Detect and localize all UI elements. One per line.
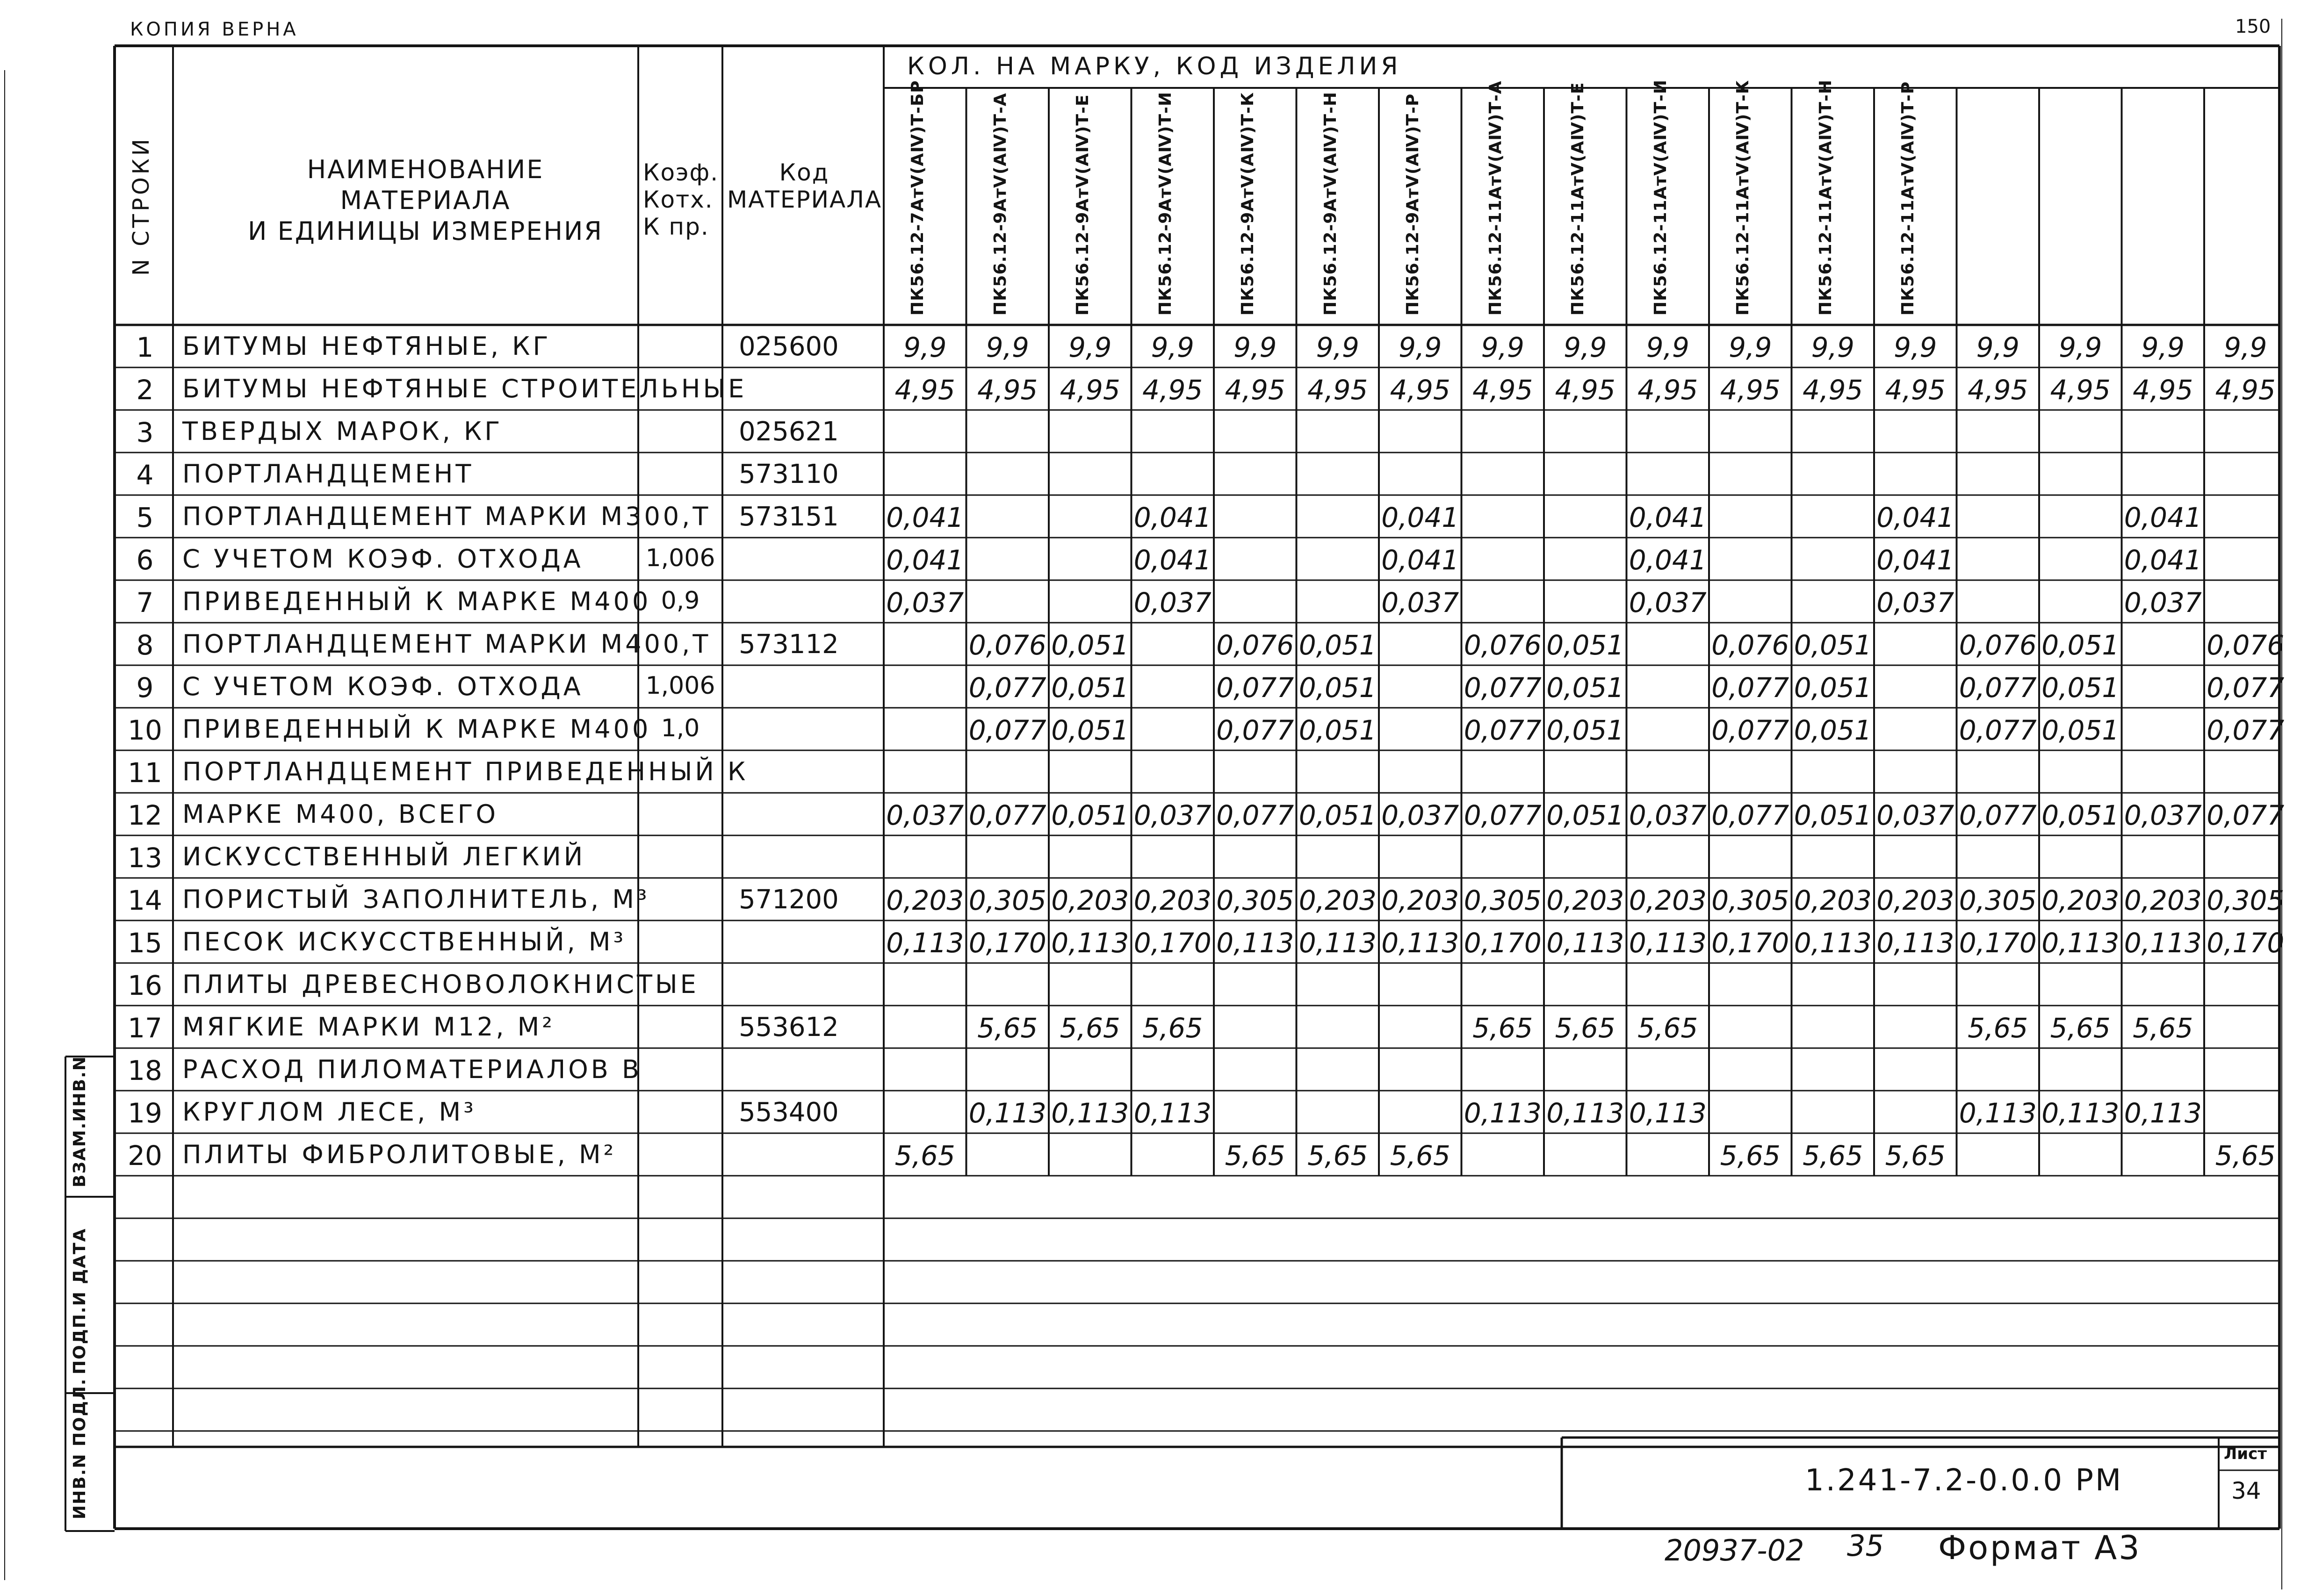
quantity-cell: 0,305	[968, 884, 1046, 916]
quantity-cell: 0,077	[1711, 714, 1789, 746]
coefficient-value: 0,9	[661, 587, 700, 615]
quantity-cell: 0,037	[2124, 587, 2202, 618]
product-code-header: ПК56.12-9АтⅤ(АⅣ)Т-И	[1155, 92, 1175, 316]
row-number: 13	[128, 842, 162, 874]
quantity-cell: 4,95	[1968, 374, 2028, 406]
material-name: КРУГЛОМ ЛЕСЕ, М³	[182, 1097, 476, 1127]
quantity-cell: 0,051	[1298, 799, 1377, 831]
header-material-code: Код МАТЕРИАЛА	[727, 159, 882, 213]
material-code: 573112	[739, 629, 839, 660]
quantity-cell: 0,051	[1051, 629, 1129, 661]
quantity-cell: 0,113	[886, 927, 964, 959]
quantity-cell: 0,113	[1216, 927, 1294, 959]
quantity-cell: 0,041	[2124, 502, 2202, 533]
product-code-header: ПК56.12-11АтⅤ(АⅣ)Т-Н	[1816, 79, 1835, 316]
quantity-cell: 0,203	[2041, 884, 2120, 916]
material-name: ПОРИСТЫЙ ЗАПОЛНИТЕЛЬ, М³	[182, 884, 650, 914]
quantity-cell: 4,95	[1637, 374, 1698, 406]
quantity-cell: 5,65	[1637, 1012, 1698, 1044]
quantity-cell: 0,037	[1629, 799, 1707, 831]
material-name: ПЛИТЫ ДРЕВЕСНОВОЛОКНИСТЫЕ	[182, 970, 699, 999]
quantity-cell: 0,203	[2124, 884, 2202, 916]
quantity-cell: 0,051	[2041, 672, 2120, 704]
quantity-cell: 0,076	[2207, 629, 2285, 661]
quantity-cell: 0,170	[2207, 927, 2285, 959]
quantity-cell: 0,305	[1959, 884, 2037, 916]
quantity-cell: 0,113	[968, 1097, 1046, 1129]
material-name: БИТУМЫ НЕФТЯНЫЕ, КГ	[182, 331, 551, 361]
quantity-cell: 0,113	[2124, 1097, 2202, 1129]
page-number: 35	[1847, 1529, 1884, 1563]
quantity-cell: 5,65	[1472, 1012, 1533, 1044]
quantity-cell: 5,65	[2215, 1140, 2276, 1172]
material-code: 025600	[739, 331, 839, 362]
quantity-cell: 0,037	[1381, 587, 1459, 618]
quantity-cell: 0,076	[1216, 629, 1294, 661]
quantity-cell: 0,113	[1794, 927, 1872, 959]
quantity-cell: 5,65	[1885, 1140, 1946, 1172]
quantity-cell: 0,041	[1381, 544, 1459, 576]
quantity-cell: 0,113	[1629, 1097, 1707, 1129]
quantity-cell: 0,203	[1876, 884, 1954, 916]
format-label: Формат А3	[1938, 1529, 2142, 1567]
material-name: С УЧЕТОМ КОЭФ. ОТХОДА	[182, 544, 584, 574]
quantity-cell: 0,041	[1629, 502, 1707, 533]
quantity-cell: 0,077	[1959, 714, 2037, 746]
quantity-cell: 0,041	[886, 502, 964, 533]
quantity-cell: 0,041	[1629, 544, 1707, 576]
quantity-cell: 0,170	[968, 927, 1046, 959]
coefficient-value: 1,006	[645, 544, 715, 572]
quantity-cell: 0,305	[2207, 884, 2285, 916]
quantity-cell: 0,077	[1959, 799, 2037, 831]
row-number: 11	[128, 757, 162, 789]
row-number: 2	[136, 374, 154, 406]
row-number: 6	[136, 544, 154, 576]
quantity-cell: 4,95	[1390, 374, 1450, 406]
product-code-header: ПК56.12-9АтⅤ(АⅣ)Т-Е	[1073, 94, 1092, 316]
quantity-cell: 4,95	[2050, 374, 2111, 406]
quantity-cell: 0,203	[1298, 884, 1377, 916]
quantity-cell: 9,9	[1233, 331, 1277, 363]
quantity-cell: 0,051	[2041, 714, 2120, 746]
material-name: МЯГКИЕ МАРКИ М12, М²	[182, 1012, 555, 1042]
material-name: ПОРТЛАНДЦЕМЕНТ ПРИВЕДЕННЫЙ К	[182, 757, 749, 786]
material-name: БИТУМЫ НЕФТЯНЫЕ СТРОИТЕЛЬНЫЕ	[182, 374, 747, 403]
quantity-cell: 0,077	[1216, 799, 1294, 831]
quantity-cell: 0,203	[1133, 884, 1212, 916]
row-number: 19	[128, 1097, 162, 1129]
quantity-cell: 4,95	[977, 374, 1038, 406]
quantity-cell: 0,113	[2041, 927, 2120, 959]
material-code: 025621	[739, 417, 839, 447]
quantity-cell: 0,113	[1464, 1097, 1542, 1129]
material-name: ПОРТЛАНДЦЕМЕНТ МАРКИ М400,Т	[182, 629, 711, 659]
material-code: 573151	[739, 502, 839, 532]
quantity-cell: 5,65	[977, 1012, 1038, 1044]
quantity-cell: 0,051	[2041, 629, 2120, 661]
quantity-cell: 0,041	[1876, 544, 1954, 576]
header-row-number	[119, 122, 166, 299]
material-name: ПРИВЕДЕННЫЙ К МАРКЕ М400	[182, 587, 651, 616]
row-number: 16	[128, 970, 162, 1001]
quantity-cell: 0,170	[1959, 927, 2037, 959]
quantity-cell: 5,65	[1142, 1012, 1203, 1044]
quantity-cell: 0,113	[1546, 1097, 1624, 1129]
inventory-number: 20937-02	[1665, 1533, 1804, 1567]
quantity-cell: 9,9	[1729, 331, 1772, 363]
material-name: ПЛИТЫ ФИБРОЛИТОВЫЕ, М²	[182, 1140, 617, 1169]
quantity-cell: 0,077	[1959, 672, 2037, 704]
row-number: 7	[136, 587, 154, 618]
quantity-cell: 4,95	[1803, 374, 1863, 406]
row-number: 15	[128, 927, 162, 959]
quantity-cell: 0,051	[1546, 672, 1624, 704]
product-code-header: ПК56.12-11АтⅤ(АⅣ)Т-К	[1733, 79, 1752, 316]
quantity-cell: 0,077	[1464, 672, 1542, 704]
material-code: 553612	[739, 1012, 839, 1042]
quantity-cell: 4,95	[1225, 374, 1285, 406]
quantity-cell: 0,113	[1051, 927, 1129, 959]
quantity-cell: 4,95	[1720, 374, 1781, 406]
quantity-cell: 9,9	[1481, 331, 1524, 363]
quantity-cell: 0,113	[1629, 927, 1707, 959]
sheet-number: 34	[2231, 1477, 2261, 1504]
quantity-cell: 0,051	[1546, 799, 1624, 831]
quantity-cell: 0,305	[1464, 884, 1542, 916]
quantity-cell: 0,077	[2207, 799, 2285, 831]
quantity-cell: 0,113	[1298, 927, 1377, 959]
quantity-cell: 4,95	[894, 374, 955, 406]
quantity-cell: 9,9	[1068, 331, 1112, 363]
quantity-cell: 0,041	[2124, 544, 2202, 576]
quantity-cell: 0,037	[886, 587, 964, 618]
material-code: 553400	[739, 1097, 839, 1128]
quantity-cell: 0,051	[1051, 799, 1129, 831]
product-code-header: ПК56.12-9АтⅤ(АⅣ)Т-К	[1238, 92, 1257, 316]
coefficient-value: 1,0	[661, 714, 700, 742]
product-code-header: ПК56.12-11АтⅤ(АⅣ)Т-Е	[1568, 82, 1587, 316]
quantity-cell: 0,051	[1794, 714, 1872, 746]
quantity-cell: 0,051	[1298, 714, 1377, 746]
quantity-cell: 9,9	[1399, 331, 1442, 363]
material-name: ИСКУССТВЕННЫЙ ЛЕГКИЙ	[182, 842, 586, 871]
quantity-cell: 5,65	[1968, 1012, 2028, 1044]
quantity-cell: 0,203	[1381, 884, 1459, 916]
product-code-header: ПК56.12-11АтⅤ(АⅣ)Т-Р	[1898, 81, 1918, 316]
coefficient-value: 1,006	[645, 672, 715, 700]
row-number: 4	[136, 459, 154, 491]
quantity-cell: 5,65	[2133, 1012, 2193, 1044]
quantity-cell: 0,113	[1546, 927, 1624, 959]
quantity-cell: 0,051	[2041, 799, 2120, 831]
quantity-cell: 0,113	[1133, 1097, 1212, 1129]
product-code-header: ПК56.12-9АтⅤ(АⅣ)Т-Р	[1403, 93, 1422, 316]
quantity-cell: 5,65	[1390, 1140, 1450, 1172]
quantity-cell: 9,9	[1976, 331, 2019, 363]
quantity-cell: 0,113	[1959, 1097, 2037, 1129]
quantity-cell: 4,95	[1472, 374, 1533, 406]
quantity-cell: 0,203	[886, 884, 964, 916]
quantity-cell: 4,95	[1885, 374, 1946, 406]
quantity-cell: 0,077	[2207, 714, 2285, 746]
side-stamp-inv-podl: ИНВ.N ПОДЛ.	[70, 1378, 89, 1519]
sheet-corner-number: 150	[2235, 16, 2271, 37]
quantity-cell: 0,051	[1794, 629, 1872, 661]
quantity-cell: 5,65	[1803, 1140, 1863, 1172]
quantity-cell: 0,051	[1794, 799, 1872, 831]
quantity-cell: 0,051	[1298, 629, 1377, 661]
row-number: 17	[128, 1012, 162, 1044]
quantity-cell: 0,037	[1876, 799, 1954, 831]
quantity-cell: 0,041	[886, 544, 964, 576]
material-name: ПОРТЛАНДЦЕМЕНТ МАРКИ М300,Т	[182, 502, 711, 531]
header-product-group: КОЛ. НА МАРКУ, КОД ИЗДЕЛИЯ	[907, 52, 1402, 80]
quantity-cell: 0,076	[1959, 629, 2037, 661]
quantity-cell: 0,051	[1546, 629, 1624, 661]
row-number: 14	[128, 884, 162, 916]
quantity-cell: 0,077	[1464, 714, 1542, 746]
quantity-cell: 0,041	[1876, 502, 1954, 533]
quantity-cell: 0,113	[1876, 927, 1954, 959]
quantity-cell: 5,65	[1307, 1140, 1368, 1172]
quantity-cell: 0,113	[1381, 927, 1459, 959]
quantity-cell: 5,65	[2050, 1012, 2111, 1044]
quantity-cell: 0,077	[968, 714, 1046, 746]
quantity-cell: 0,077	[1711, 672, 1789, 704]
quantity-cell: 0,076	[1464, 629, 1542, 661]
quantity-cell: 5,65	[1555, 1012, 1615, 1044]
quantity-cell: 0,077	[1216, 672, 1294, 704]
quantity-cell: 9,9	[2141, 331, 2185, 363]
row-number: 10	[128, 714, 162, 746]
material-name: ПРИВЕДЕННЫЙ К МАРКЕ М400	[182, 714, 651, 744]
quantity-cell: 0,113	[1051, 1097, 1129, 1129]
quantity-cell: 9,9	[1894, 331, 1937, 363]
header-row-number-text: N СТРОКИ	[128, 136, 154, 276]
quantity-cell: 9,9	[1151, 331, 1194, 363]
header-material-name: НАИМЕНОВАНИЕ МАТЕРИАЛА И ЕДИНИЦЫ ИЗМЕРЕНИЯ	[248, 155, 603, 246]
row-number: 3	[136, 417, 154, 448]
quantity-cell: 9,9	[2059, 331, 2102, 363]
row-number: 18	[128, 1055, 162, 1086]
quantity-cell: 5,65	[894, 1140, 955, 1172]
quantity-cell: 9,9	[2224, 331, 2267, 363]
quantity-cell: 5,65	[1720, 1140, 1781, 1172]
row-number: 9	[136, 672, 154, 704]
quantity-cell: 0,076	[968, 629, 1046, 661]
quantity-cell: 0,170	[1711, 927, 1789, 959]
product-code-header: ПК56.12-7АтⅤ(АⅣ)Т-БР	[908, 80, 927, 316]
quantity-cell: 0,203	[1629, 884, 1707, 916]
material-name: РАСХОД ПИЛОМАТЕРИАЛОВ В	[182, 1055, 642, 1084]
material-code: 571200	[739, 884, 839, 915]
quantity-cell: 0,041	[1381, 502, 1459, 533]
quantity-cell: 0,077	[1711, 799, 1789, 831]
quantity-cell: 0,077	[1216, 714, 1294, 746]
header-coefficient: Коэф. Котх. К пр.	[643, 159, 719, 240]
quantity-cell: 0,077	[1464, 799, 1542, 831]
quantity-cell: 9,9	[1316, 331, 1359, 363]
row-number: 12	[128, 799, 162, 831]
quantity-cell: 0,051	[1546, 714, 1624, 746]
quantity-cell: 4,95	[1060, 374, 1120, 406]
quantity-cell: 0,037	[1133, 587, 1212, 618]
product-code-header: ПК56.12-11АтⅤ(АⅣ)Т-И	[1651, 79, 1670, 316]
quantity-cell: 0,051	[1794, 672, 1872, 704]
document-code: 1.241-7.2-0.0.0 РМ	[1805, 1463, 2123, 1498]
product-code-header: ПК56.12-9АтⅤ(АⅣ)Т-Н	[1320, 92, 1340, 316]
row-number: 20	[128, 1140, 162, 1172]
quantity-cell: 0,051	[1298, 672, 1377, 704]
row-number: 1	[136, 331, 154, 363]
quantity-cell: 0,037	[1876, 587, 1954, 618]
quantity-cell: 0,037	[886, 799, 964, 831]
quantity-cell: 0,113	[2124, 927, 2202, 959]
copy-note: КОПИЯ ВЕРНА	[130, 19, 299, 40]
quantity-cell: 4,95	[2133, 374, 2193, 406]
quantity-cell: 9,9	[1564, 331, 1607, 363]
quantity-cell: 5,65	[1225, 1140, 1285, 1172]
quantity-cell: 0,077	[968, 672, 1046, 704]
quantity-cell: 0,113	[2041, 1097, 2120, 1129]
material-name: МАРКЕ М400, ВСЕГО	[182, 799, 499, 829]
material-name: ПОРТЛАНДЦЕМЕНТ	[182, 459, 474, 489]
quantity-cell: 0,041	[1133, 502, 1212, 533]
quantity-cell: 0,051	[1051, 672, 1129, 704]
material-code: 573110	[739, 459, 839, 489]
side-stamp-vzam-inv: ВЗАМ.ИНВ.N	[70, 1056, 89, 1187]
sheet-label: Лист	[2224, 1445, 2267, 1463]
material-name: С УЧЕТОМ КОЭФ. ОТХОДА	[182, 672, 584, 701]
quantity-cell: 0,037	[1381, 799, 1459, 831]
quantity-cell: 9,9	[1811, 331, 1854, 363]
product-code-header: ПК56.12-9АтⅤ(АⅣ)Т-А	[990, 93, 1010, 316]
quantity-cell: 0,037	[1629, 587, 1707, 618]
quantity-cell: 4,95	[2215, 374, 2276, 406]
quantity-cell: 0,077	[968, 799, 1046, 831]
quantity-cell: 0,077	[2207, 672, 2285, 704]
product-code-header: ПК56.12-11АтⅤ(АⅣ)Т-А	[1486, 80, 1505, 316]
quantity-cell: 9,9	[903, 331, 947, 363]
quantity-cell: 0,076	[1711, 629, 1789, 661]
quantity-cell: 4,95	[1142, 374, 1203, 406]
quantity-cell: 0,203	[1051, 884, 1129, 916]
quantity-cell: 9,9	[1646, 331, 1689, 363]
row-number: 5	[136, 502, 154, 533]
quantity-cell: 0,170	[1464, 927, 1542, 959]
quantity-cell: 9,9	[986, 331, 1029, 363]
material-name: ТВЕРДЫХ МАРОК, КГ	[182, 417, 503, 446]
quantity-cell: 0,203	[1794, 884, 1872, 916]
quantity-cell: 0,170	[1133, 927, 1212, 959]
quantity-cell: 0,051	[1051, 714, 1129, 746]
row-number: 8	[136, 629, 154, 661]
quantity-cell: 0,037	[1133, 799, 1212, 831]
quantity-cell: 4,95	[1555, 374, 1615, 406]
quantity-cell: 5,65	[1060, 1012, 1120, 1044]
quantity-cell: 0,305	[1216, 884, 1294, 916]
quantity-cell: 0,037	[2124, 799, 2202, 831]
side-stamp-podp-data: ПОДП.И ДАТА	[70, 1228, 89, 1374]
quantity-cell: 0,305	[1711, 884, 1789, 916]
quantity-cell: 0,041	[1133, 544, 1212, 576]
quantity-cell: 4,95	[1307, 374, 1368, 406]
quantity-cell: 0,203	[1546, 884, 1624, 916]
material-name: ПЕСОК ИСКУССТВЕННЫЙ, М³	[182, 927, 627, 956]
